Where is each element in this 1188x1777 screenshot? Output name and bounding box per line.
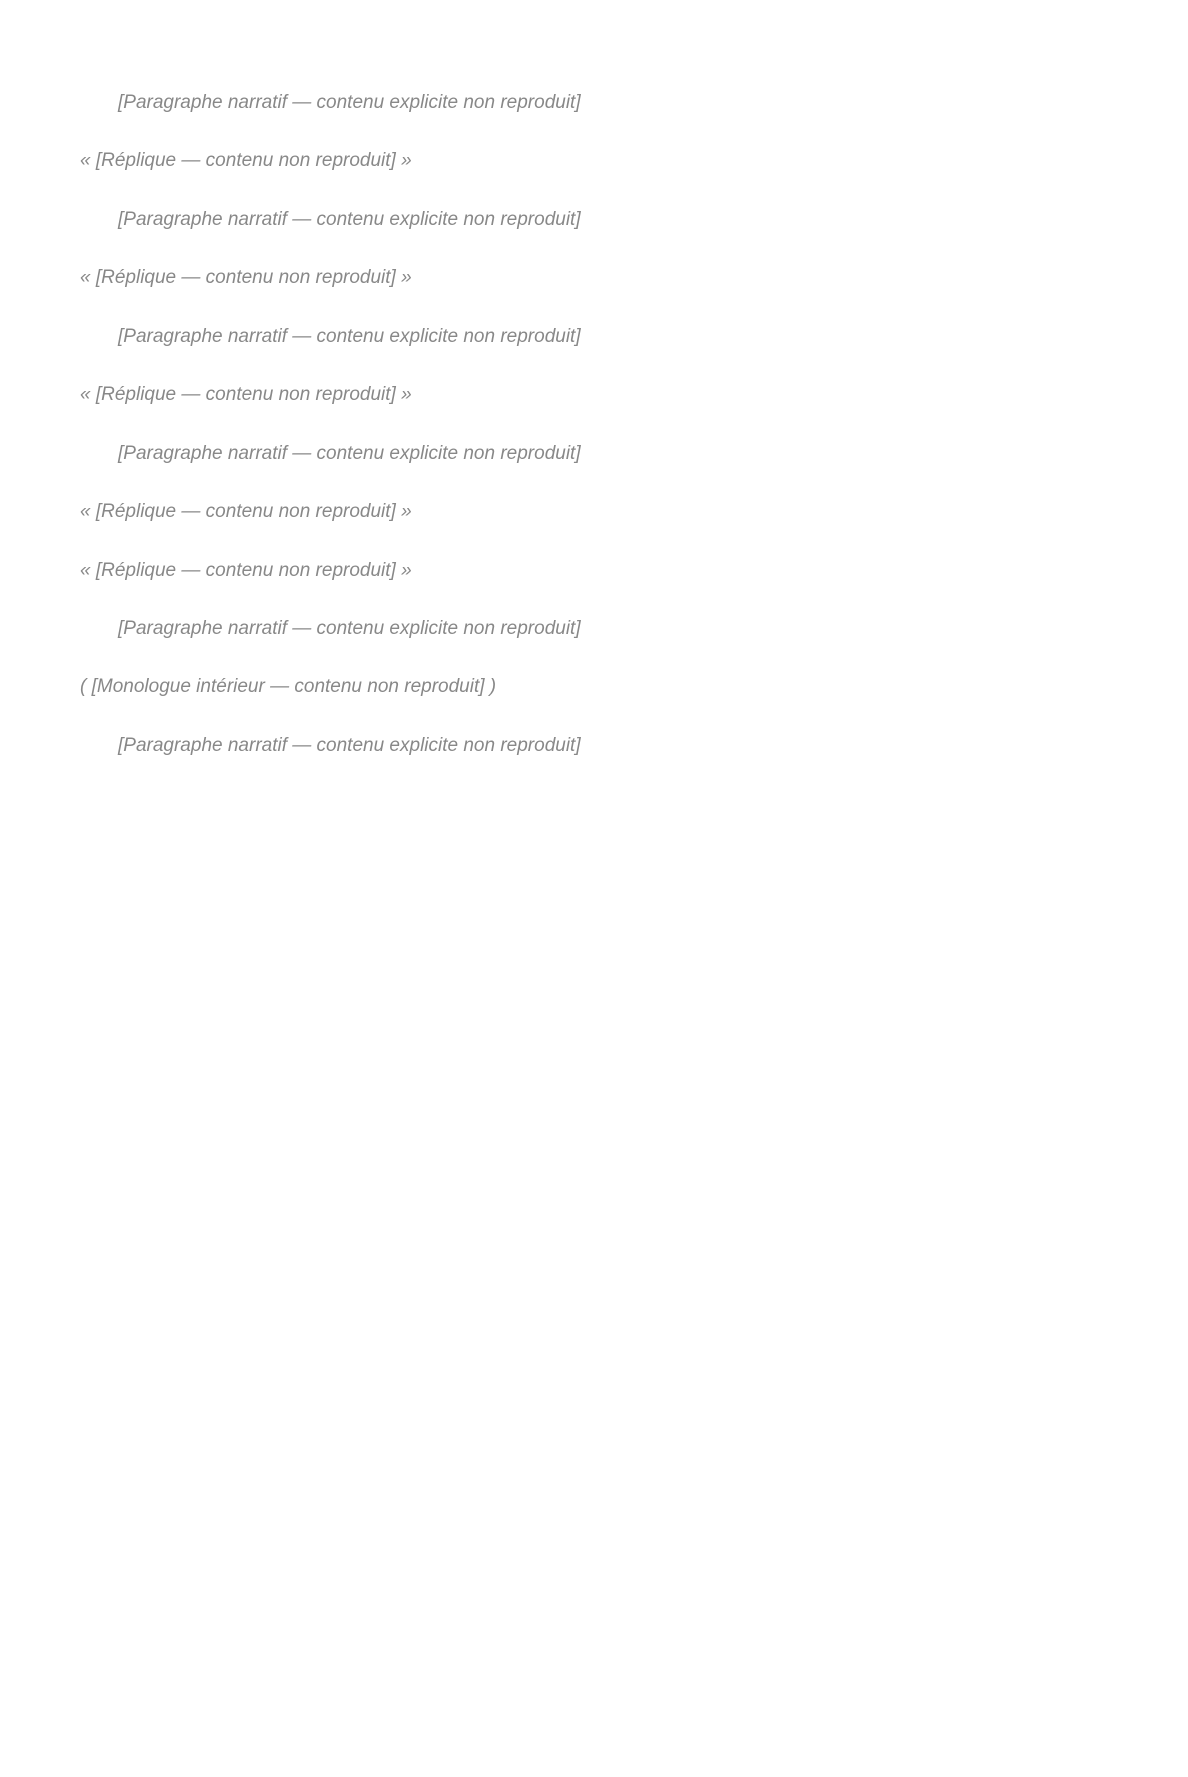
paragraph-dialogue: « [Réplique — contenu non reproduit] » <box>80 267 412 289</box>
paragraph-narration: [Paragraphe narratif — contenu explicite non reproduit] <box>118 325 581 347</box>
paragraph-narration: [Paragraphe narratif — contenu explicite non reproduit] <box>118 617 581 639</box>
paragraph-dialogue: ( [Monologue intérieur — contenu non reproduit] ) <box>80 676 497 698</box>
paragraph-narration: [Paragraphe narratif — contenu explicite non reproduit] <box>118 208 581 230</box>
paragraph-dialogue: « [Réplique — contenu non reproduit] » <box>80 384 412 406</box>
paragraph-dialogue: « [Réplique — contenu non reproduit] » <box>80 501 412 523</box>
paragraph-narration: [Paragraphe narratif — contenu explicite non reproduit] <box>118 92 581 113</box>
paragraph-narration: [Paragraphe narratif — contenu explicite non reproduit] <box>118 442 581 464</box>
paragraph-dialogue: « [Réplique — contenu non reproduit] » <box>80 559 412 581</box>
paragraph-narration: [Paragraphe narratif — contenu explicite non reproduit] <box>118 734 581 756</box>
paragraph-dialogue: « [Réplique — contenu non reproduit] » <box>80 150 412 172</box>
text-body <box>80 88 1108 760</box>
